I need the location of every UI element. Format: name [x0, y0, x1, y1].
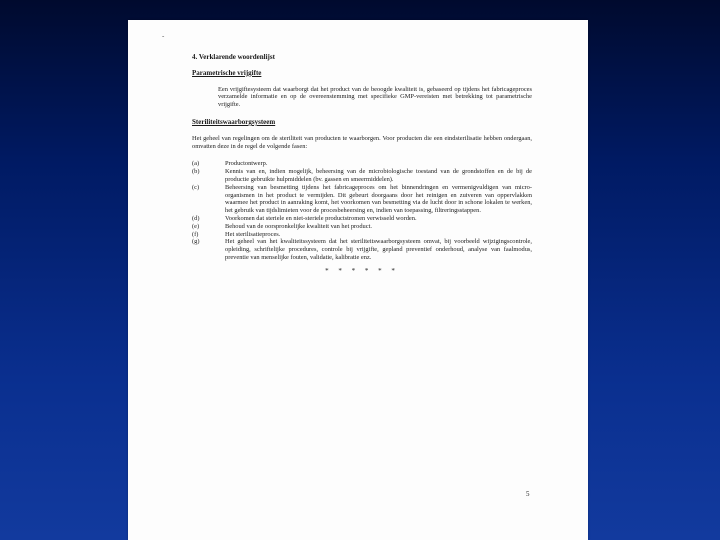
list-item-text: Het sterilisatieproces. [225, 230, 281, 238]
list-item-label: (b) [192, 168, 200, 176]
list-item-label: (c) [192, 183, 200, 191]
list-item [192, 231, 532, 239]
phase-list [192, 160, 532, 261]
document-body [192, 54, 532, 276]
term-heading-sterility-assurance: Steriliteitswaarborgsysteem [192, 117, 276, 126]
list-item-text: Productontwerp. [225, 160, 268, 168]
end-marker: * * * * * * [325, 266, 399, 275]
document-page [128, 20, 588, 540]
list-item-text: Behoud van de oorspronkelijke kwaliteit van het product. [225, 222, 372, 230]
section-title: 4. Verklarende woordenlijst [192, 53, 275, 61]
term-intro-sterility-assurance: Het geheel van regelingen om de steriliteit van producten te waarborgen. Voor producten die een eindsterilisatie hebben ondergaan, omvatten deze in de regel de volgende fasen: [192, 134, 532, 150]
list-item-text: Kennis van en, indien mogelijk, beheersing van de microbiologische toestand van de grondstoffen en de bij de productie gebruikte hulpmiddelen (bv. gassen en smeermiddelen). [225, 168, 532, 183]
list-item-label: (f) [192, 230, 199, 238]
list-item [192, 215, 532, 223]
list-item [192, 223, 532, 231]
list-item-label: (a) [192, 160, 200, 168]
list-item-text: Het geheel van het kwaliteitssysteem dat het steriliteitswaarborgsysteem omvat, bij voorbeeld wijzigingscontrole, opleiding, schriftelijke procedures, controle bij vrijgifte, gepland preventief onderhoud, analyse van faalmodus, preventie van menselijke fouten, validatie, kalibratie enz. [225, 238, 532, 261]
list-item [192, 168, 532, 184]
list-item-label: (e) [192, 222, 200, 230]
list-item-text: Beheersing van besmetting tijdens het fabricageproces om het binnendringen en vermenigvuldigen van micro-organismen in het product te vermijden. Dit gebeurt doorgaans door het reinigen en zuiveren van oppervlakken waarmee het product in aanraking komt, het voorkomen van besmetting via de lucht door in schone lokalen te werken, het gebruik van tijdslimieten voor de procesbeheersing en, indien van toepassing, filtreringsstappen. [225, 183, 532, 215]
list-item-text: Voorkomen dat steriele en niet-steriele productstromen verwisseld worden. [225, 214, 417, 222]
term-definition-parametric-release: Een vrijgiftesysteem dat waarborgt dat het product van de beoogde kwaliteit is, gebaseerd op tijdens het fabricageproces verzamelde informatie en op de overeenstemming met specifieke GMP-vereisten met betrekking tot parametrische vrijgifte. [218, 85, 532, 109]
list-item [192, 184, 532, 215]
list-item-label: (d) [192, 214, 200, 222]
list-item-label: (g) [192, 238, 200, 246]
page-number: 5 [526, 490, 530, 498]
term-heading-parametric-release: Parametrische vrijgifte [192, 68, 262, 77]
list-item [192, 160, 532, 168]
list-item [192, 238, 532, 261]
corner-mark: - [162, 32, 165, 40]
